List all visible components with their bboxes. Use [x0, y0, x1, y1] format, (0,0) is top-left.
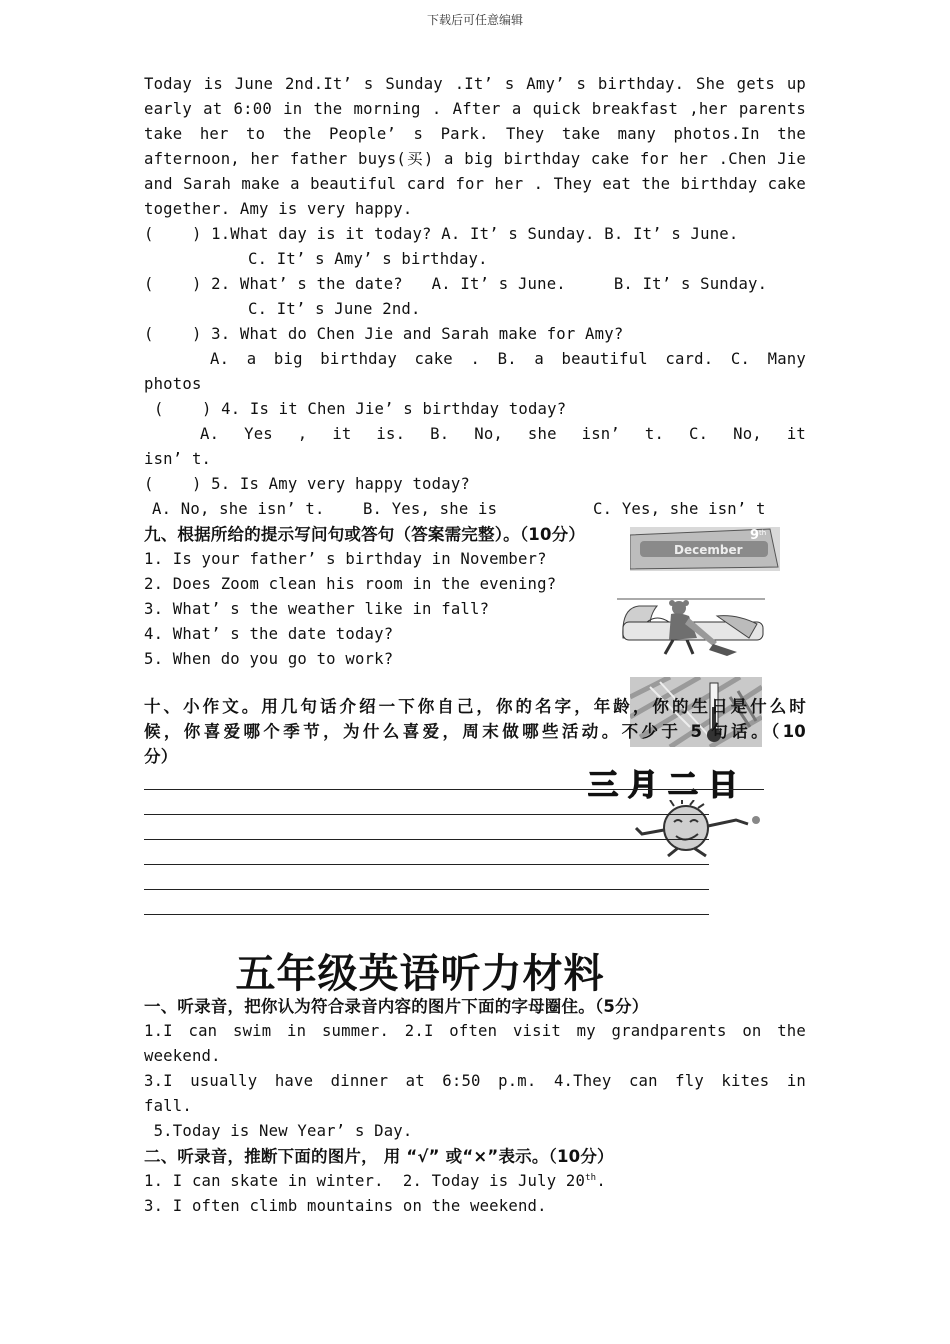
section-10-line: 分）	[144, 747, 178, 766]
date-sign: 三月二日	[588, 769, 748, 803]
listening-1-line: 1.I can swim in summer. 2.I often visit my grandparents on the	[144, 1022, 806, 1040]
passage-line: and Sarah make a beautiful card for her . They eat the birthday cake	[144, 175, 806, 193]
ordinal-suffix: th	[585, 1172, 597, 1183]
writing-line[interactable]	[144, 814, 709, 815]
section-10-line: 候，你喜爱哪个季节，为什么喜爱，周末做哪些活动。不少于 5 句话。（10	[144, 722, 806, 741]
question-5-options: A. No, she isn’ t. B. Yes, she is C. Yes, she isn’ t	[152, 500, 766, 518]
question-4-tail: isn’ t.	[144, 450, 212, 468]
sun-cartoon-picture	[628, 800, 764, 858]
section-10-line: 十、小作文。用几句话介绍一下你自己，你的名字，年龄，你的生日是什么时	[144, 697, 806, 716]
passage-line: Today is June 2nd.It’ s Sunday .It’ s Amy’ s birthday. She gets up	[144, 75, 806, 93]
listening-1-line: 3.I usually have dinner at 6:50 p.m. 4.They can fly kites in	[144, 1072, 806, 1090]
question-4-options: A. Yes , it is. B. No, she isn’ t. C. No, it	[200, 425, 806, 443]
listening-2-line: 3. I often climb mountains on the weekend.	[144, 1197, 547, 1215]
line-end: .	[596, 1172, 606, 1190]
section-9-item: 4. What’ s the date today?	[144, 625, 394, 643]
question-1: ( ) 1.What day is it today? A. It’ s Sunday. B. It’ s June.	[144, 225, 739, 243]
cleaning-picture	[617, 598, 765, 658]
listening-1-line: weekend.	[144, 1047, 221, 1065]
question-5: ( ) 5. Is Amy very happy today?	[144, 475, 470, 493]
section-9-heading: 九、根据所给的提示写问句或答句（答案需完整）。（10分）	[144, 525, 586, 544]
section-9-item: 5. When do you go to work?	[144, 650, 394, 668]
question-3-tail: photos	[144, 375, 202, 393]
calendar-day: 9	[750, 528, 760, 543]
question-3: ( ) 3. What do Chen Jie and Sarah make for Amy?	[144, 325, 624, 343]
passage-line: together. Amy is very happy.	[144, 200, 413, 218]
question-4: ( ) 4. Is it Chen Jie’ s birthday today?	[154, 400, 567, 418]
section-9-item: 1. Is your father’ s birthday in November?	[144, 550, 547, 568]
listening-2-line-text: 1. I can skate in winter. 2. Today is July 20	[144, 1172, 586, 1190]
listening-1-line: fall.	[144, 1097, 192, 1115]
question-3-options: A. a big birthday cake . B. a beautiful card. C. Many	[210, 350, 806, 368]
listening-2-heading: 二、听录音，推断下面的图片， 用 “√” 或“×”表示。（10分）	[144, 1147, 614, 1166]
listening-1-heading: 一、听录音，把你认为符合录音内容的图片下面的字母圈住。（5分）	[144, 997, 649, 1016]
passage-line: afternoon, her father buys(买) a big birthday cake for her .Chen Jie	[144, 150, 806, 168]
question-2-option-c: C. It’ s June 2nd.	[248, 300, 421, 318]
writing-line[interactable]	[144, 864, 709, 865]
page-title: 五年级英语听力材料	[235, 951, 605, 997]
calendar-suffix: th	[759, 529, 767, 537]
passage-line: early at 6:00 in the morning . After a quick breakfast ,her parents	[144, 100, 806, 118]
question-1-option-c: C. It’ s Amy’ s birthday.	[248, 250, 488, 268]
page-header: 下载后可任意编辑	[426, 13, 523, 27]
section-9-item: 3. What’ s the weather like in fall?	[144, 600, 490, 618]
listening-1-line: 5.Today is New Year’ s Day.	[144, 1122, 413, 1140]
listening-2-line	[144, 1169, 606, 1194]
section-9-item: 2. Does Zoom clean his room in the evening?	[144, 575, 557, 593]
writing-line[interactable]	[144, 914, 709, 915]
writing-line[interactable]	[144, 839, 709, 840]
calendar-month: December	[674, 543, 743, 557]
writing-line[interactable]	[144, 889, 709, 890]
passage-line: take her to the People’ s Park. They take many photos.In the	[144, 125, 806, 143]
calendar-picture	[630, 527, 780, 571]
writing-line[interactable]	[144, 789, 764, 790]
question-2: ( ) 2. What’ s the date? A. It’ s June. B. It’ s Sunday.	[144, 275, 768, 293]
